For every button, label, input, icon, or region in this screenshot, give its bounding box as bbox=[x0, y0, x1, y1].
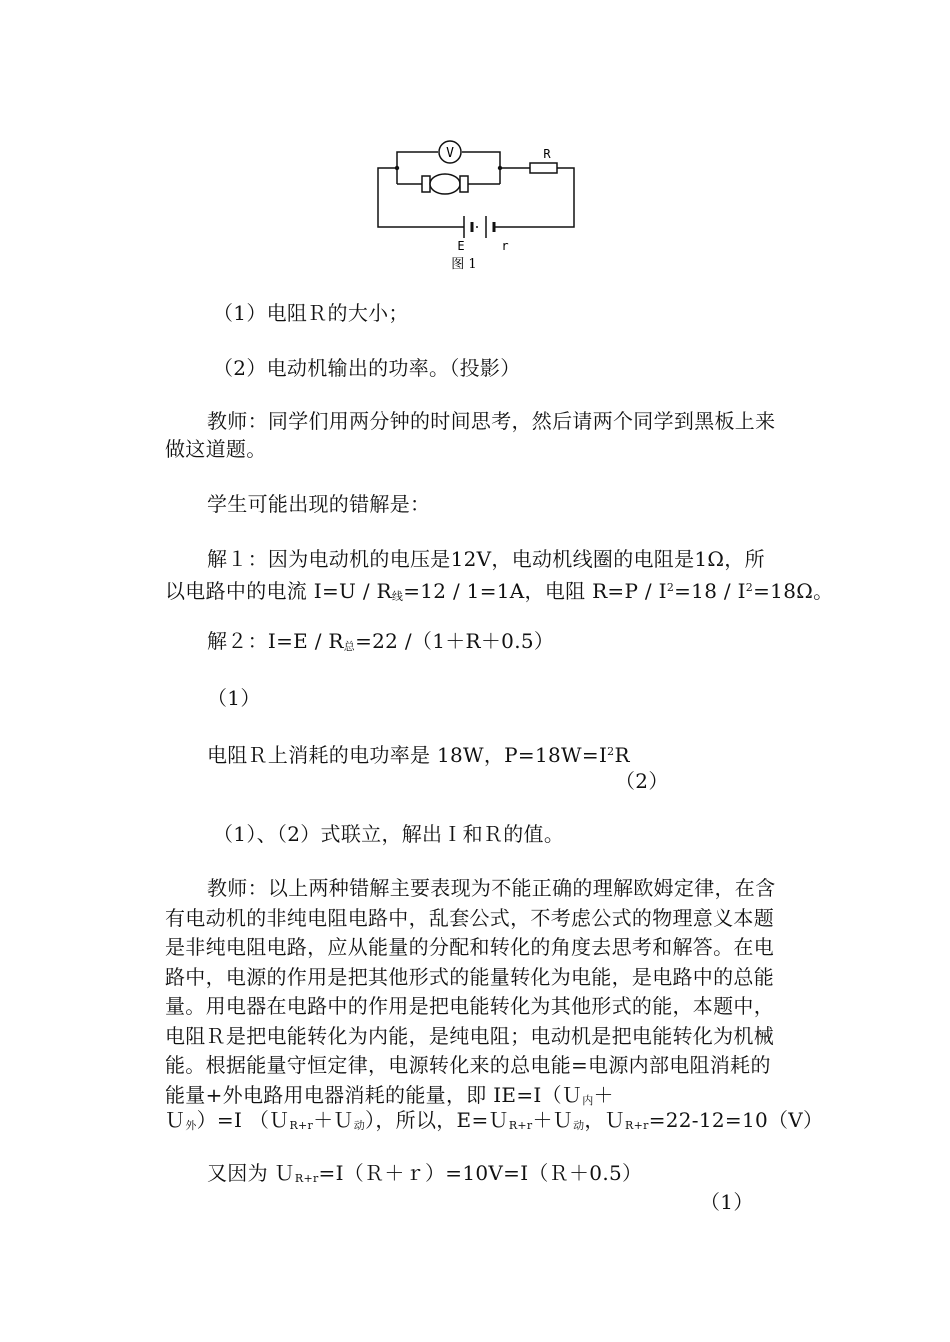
figure-caption: 图 1 bbox=[451, 257, 477, 272]
solution-2-conclusion: （1）、（2）式联立，解出Ｉ和Ｒ的值。 bbox=[213, 822, 565, 846]
final-equation-label: （1） bbox=[700, 1190, 754, 1214]
teacher-explanation: 教师：以上两种错解主要表现为不能正确的理解欧姆定律，在含有电动机的非纯电阻电路中，乱套公式，不考虑公式的物理意义本题是非纯电阻电路，应从能量的分配和转化的角度去思考和解答。在电路中，电源的作用是把其他形式的能量转化为电能，是电路中的总能量。用电器在电路中的作用是把电能转化为其他形式的能，本题中，电阻Ｒ是把电能转化为内能，是纯电阻；电动机是把电能转化为机械能。根据能量守恒定律，电源转化来的总电能=电源内部电阻消耗的能量+外电路用电器消耗的能量，即 IE=I（Ｕ内＋ bbox=[165, 876, 776, 1107]
solution-2-equation-2: 电阻Ｒ上消耗的电功率是 18W，$P=18W=I^2R$ bbox=[207, 743, 630, 767]
voltmeter-icon bbox=[439, 141, 461, 163]
voltmeter-label: V bbox=[446, 146, 454, 161]
question-2: （2）电动机输出的功率。（投影） bbox=[213, 356, 521, 380]
junction-node-left bbox=[395, 166, 399, 170]
equation-1-label: （1） bbox=[207, 686, 261, 710]
internal-resistance-label: r bbox=[501, 239, 509, 253]
teacher-explanation-last-line: Ｕ外）=I （ＵR+r＋Ｕ动），所以，E=ＵR+r＋Ｕ动，ＵR+r=22-12=10（V） bbox=[165, 1108, 824, 1132]
teacher-prompt: 教师：同学们用两分钟的时间思考，然后请两个同学到黑板上来做这道题。 bbox=[165, 409, 776, 461]
final-equation: 又因为 ＵR+r=I（Ｒ＋ｒ）=10V=I（Ｒ＋0.5） bbox=[207, 1161, 643, 1185]
circuit-diagram bbox=[370, 132, 585, 272]
resistor-label: R bbox=[543, 147, 551, 161]
emf-label: E bbox=[457, 239, 465, 253]
solution-1-line-2: 以电路中的电流 I=U / R线=12 / 1=1A，电阻 $R=P / I^2=18 / I^2=18\Omega$。 bbox=[165, 579, 834, 603]
question-1: （1）电阻Ｒ的大小； bbox=[213, 301, 409, 325]
solution-2-equation-1: 解２：I=E / R总=22 /（1＋R＋0.5） bbox=[207, 629, 555, 653]
junction-node-right bbox=[498, 166, 502, 170]
battery-icon bbox=[464, 216, 494, 238]
motor-icon bbox=[422, 174, 468, 194]
students-intro: 学生可能出现的错解是： bbox=[207, 492, 431, 516]
solution-1-line-1: 解１：因为电动机的电压是12V，电动机线圈的电阻是1Ω，所 bbox=[207, 547, 765, 571]
resistor-icon bbox=[530, 163, 557, 173]
equation-2-label: （2） bbox=[615, 769, 669, 793]
